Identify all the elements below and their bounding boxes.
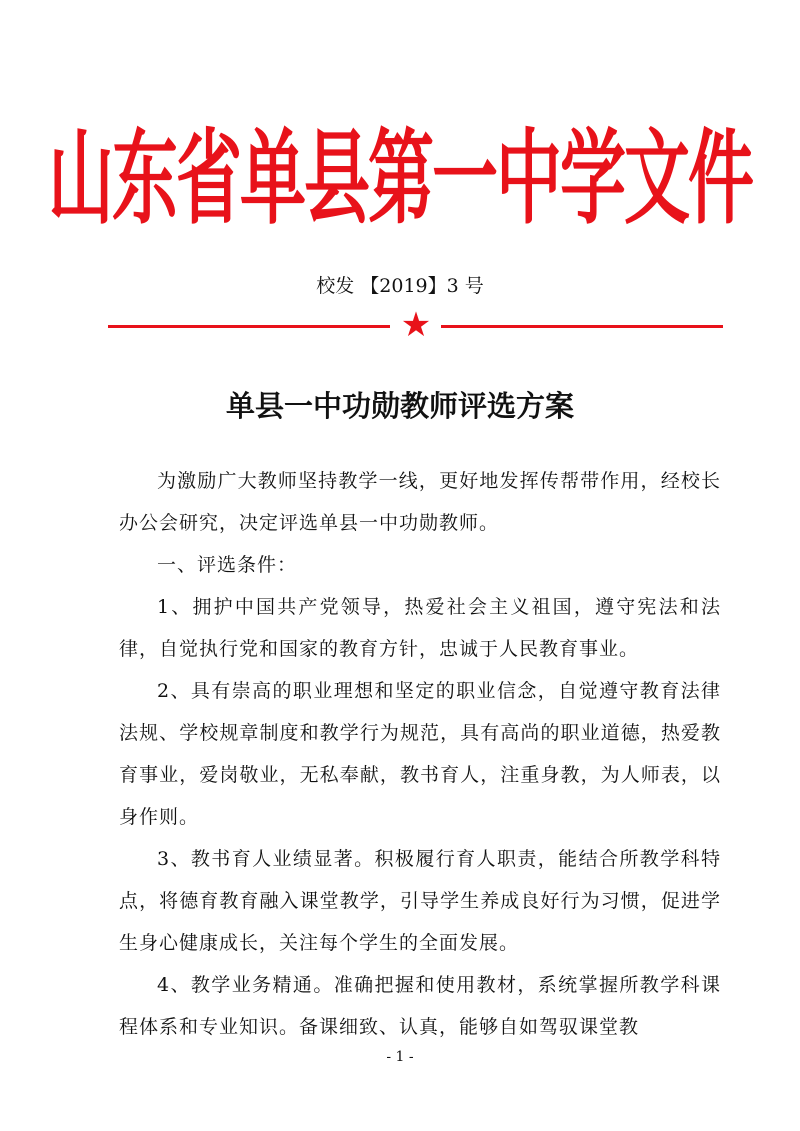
document-number: 校发 【2019】3 号 [316,275,484,297]
page-number: - 1 - [386,1049,414,1065]
criterion-2: 2、具有崇高的职业理想和坚定的职业信念，自觉遵守教育法律法规、学校规章制度和教学行为规范，具有高尚的职业道德，热爱教育事业，爱岗敬业，无私奉献，教书育人，注重身教，为人师表，以身作则。 [119,680,721,828]
red-divider-right [441,325,723,328]
star-icon: ★ [400,305,432,345]
criterion-3: 3、教书育人业绩显著。积极履行育人职责，能结合所教学科特点，将德育教育融入课堂教学，引导学生养成良好行为习惯，促进学生身心健康成长，关注每个学生的全面发展。 [119,848,721,954]
document-title: 单县一中功勋教师评选方案 [225,389,574,423]
masthead-title: 山东省单县第一中学文件 [48,117,752,239]
criterion-4: 4、教学业务精通。准确把握和使用教材，系统掌握所教学科课程体系和专业知识。备课细致、认真，能够自如驾驭课堂教 [119,974,721,1038]
red-divider-left [108,325,390,328]
section-heading-criteria: 一、评选条件： [157,554,298,576]
paragraph-intro: 为激励广大教师坚持教学一线，更好地发挥传帮带作用，经校长办公会研究，决定评选单县一中功勋教师。 [119,470,721,534]
criterion-1: 1、拥护中国共产党领导，热爱社会主义祖国，遵守宪法和法律，自觉执行党和国家的教育方针，忠诚于人民教育事业。 [119,596,721,660]
document-body [119,460,721,1048]
